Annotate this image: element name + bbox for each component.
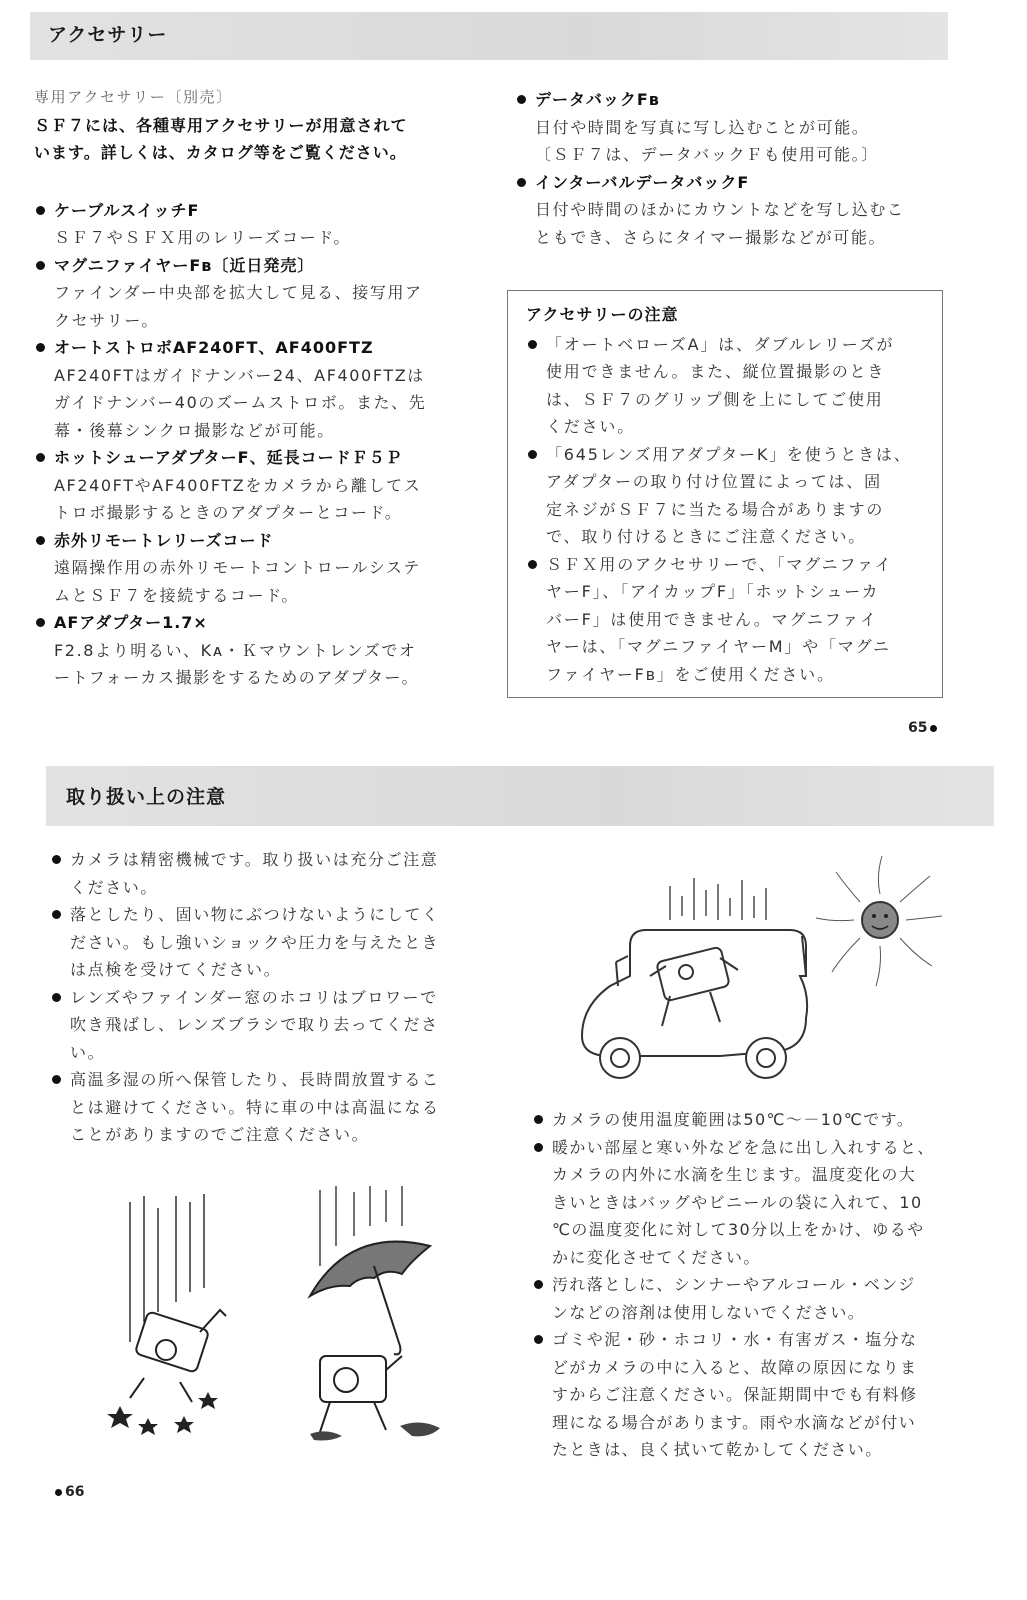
handling-right-line: どがカメラの中に入ると、故障の原因になりま [552,1357,918,1377]
handling-right-column [532,1106,982,1464]
accessory-item-name: ホットシューアダプターF、延長コードＦ５Ｐ [54,448,403,467]
note-line: アダプターの取り付け位置によっては、固 [546,472,882,491]
handling-left-line: ください。 [70,877,159,897]
accessory-right-item-desc: 日付や時間を写真に写し込むことが可能。 [535,117,870,137]
accessory-item-desc: ムとＳＦ７を接続するコード。 [54,585,299,605]
bullet-icon [517,95,526,104]
accessory-item-desc: 幕・後幕シンクロ撮影などが可能。 [54,420,335,440]
note-line: ファイヤーFʙ」をご使用ください。 [546,664,835,684]
accessory-left-column [34,84,474,692]
accessory-item-desc: 遠隔操作用の赤外リモートコントロールシステ [54,558,421,577]
handling-left-line: とは避けてください。特に車の中は高温になる [70,1097,440,1117]
accessory-item-desc: AF240FTはガイドナンバー24、AF400FTZは [54,365,425,385]
bullet-icon [534,1115,543,1124]
note-line: 「オートベローズA」は、ダブルレリーズが [546,334,895,354]
note-line: 定ネジがＳＦ７に当たる場合がありますの [546,499,885,519]
bullet-dot [55,1489,62,1496]
accessory-item-desc: ートフォーカス撮影をするためのアダプター。 [54,668,420,687]
accessory-item-name: ケーブルスイッチF [54,200,200,220]
accessory-item-desc: ガイドナンバー40のズームストロボ。また、先 [54,393,427,412]
note-line: 使用できません。また、縦位置撮影のとき [546,362,886,381]
bullet-icon [52,910,61,919]
umbrella-camera-illustration [290,1186,460,1456]
handling-right-item [532,1134,982,1272]
accessory-item [34,444,474,472]
handling-left-line: は点検を受けてください。 [70,960,282,979]
handling-left-line: い。 [70,1042,106,1062]
accessory-item-name: 赤外リモートレリーズコード [54,530,274,550]
accessory-item [34,334,474,362]
bullet-icon [528,450,537,459]
handling-left-item [50,1066,490,1149]
subheading: 専用アクセサリー〔別売〕 [34,88,233,106]
note-line: ください。 [546,417,636,436]
handling-right-item [532,1326,982,1464]
notes-title: アクセサリーの注意 [526,305,679,324]
bullet-icon [36,343,45,352]
handling-right-line: ゴミや泥・砂・ホコリ・水・有害ガス・塩分な [552,1330,918,1349]
accessory-right-item-desc: 日付や時間のほかにカウントなどを写し込むこ [535,200,905,219]
handling-right-line: カメラの使用温度範囲は50℃〜－10℃です。 [552,1110,915,1129]
accessory-item [34,527,474,555]
note-line: ヤーF」、「アイカップF」「ホットシューカ [546,582,880,601]
note-item [526,331,928,441]
note-line: で、取り付けるときにご注意ください。 [546,527,867,546]
handling-right-item [532,1271,982,1326]
handling-right-line: たときは、良く拭いて乾かしてください。 [552,1440,883,1459]
handling-left-line: 落としたり、固い物にぶつけないようにしてく [70,905,440,924]
intro-line-1: ＳＦ７には、各種専用アクセサリーが用意されて [34,115,408,135]
accessory-right-item [515,86,955,114]
handling-right-line: きいときはバッグやビニールの袋に入れて、10 [552,1192,923,1212]
page-title-2: 取り扱い上の注意 [66,786,227,808]
accessory-item-desc: AF240FTやAF400FTZをカメラから離してス [54,475,422,495]
accessory-right-column [515,86,955,251]
accessory-notes-box [507,290,943,698]
page-number-text: 66 [65,1484,85,1500]
bullet-dot [930,725,937,732]
handling-left-line: レンズやファインダー窓のホコリはブロワーで [70,987,438,1007]
accessory-item-desc: クセサリー。 [54,310,159,330]
accessory-item-desc: トロボ撮影するときのアダプターとコード。 [54,503,403,522]
handling-left-line: ださい。もし強いショックや圧力を与えたとき [70,932,440,952]
handling-right-line: 汚れ落としに、シンナーやアルコール・ベンジ [552,1275,916,1294]
accessory-right-item-desc: 〔ＳＦ７は、データバックＦも使用可能。〕 [535,145,879,164]
handling-left-column [50,846,490,1149]
bullet-icon [36,453,45,462]
handling-right-line: カメラの内外に水滴を生じます。温度変化の大 [552,1165,917,1184]
handling-right-line: ンなどの溶剤は使用しないでください。 [552,1302,866,1322]
note-item [526,441,928,551]
page-number-text: 65 [908,720,928,736]
bullet-icon [36,261,45,270]
bullet-icon [517,178,526,187]
handling-right-line: ℃の温度変化に対して30分以上をかけ、ゆるや [552,1220,925,1239]
accessory-item-desc: ファインダー中央部を拡大して見る、接写用ア [54,283,423,302]
bullet-icon [528,340,537,349]
accessory-item [34,197,474,225]
dropped-camera-illustration [100,1192,270,1452]
note-item [526,551,928,689]
page-title: アクセサリー [48,24,168,46]
page-number-65 [908,720,940,736]
handling-right-line: すからご注意ください。保証期間中でも有料修 [552,1385,918,1404]
bullet-icon [36,206,45,215]
section-header-bar [30,12,948,60]
accessory-item-name: オートストロボAF240FT、AF400FTZ [54,338,374,357]
bullet-icon [36,618,45,627]
accessory-right-item [515,169,955,197]
handling-right-line: 理になる場合があります。雨や水滴などが付い [552,1412,917,1432]
accessory-right-item-name: データバックFʙ [535,90,660,109]
handling-left-line: 高温多湿の所へ保管したり、長時間放置するこ [70,1070,440,1089]
accessory-item [34,252,474,280]
note-line: は、ＳＦ７のグリップ側を上にしてご使用 [546,389,884,409]
accessory-item [34,609,474,637]
handling-right-line: かに変化させてください。 [552,1247,761,1267]
hot-car-illustration [570,846,950,1096]
page-number-66 [52,1484,84,1500]
bullet-icon [534,1335,543,1344]
accessory-right-item-desc: ともでき、さらにタイマー撮影などが可能。 [535,227,887,247]
accessory-right-item-name: インターバルデータバックF [535,172,750,192]
handling-left-line: ことがありますのでご注意ください。 [70,1125,370,1144]
handling-left-line: 吹き飛ばし、レンズブラシで取り去ってくださ [70,1015,439,1034]
accessory-item-desc: ＳＦ７やＳＦＸ用のレリーズコード。 [54,228,351,247]
accessory-item-desc: F2.8より明るい、Kᴀ・Ｋマウントレンズでオ [54,640,417,660]
handling-left-line: カメラは精密機械です。取り扱いは充分ご注意 [70,850,439,869]
note-line: ヤーは、「マグニファイヤーM」や「マグニ [546,637,891,656]
bullet-icon [52,855,61,864]
bullet-icon [52,1075,61,1084]
bullet-icon [528,560,537,569]
bullet-icon [534,1280,543,1289]
accessory-item-name: AFアダプター1.7× [54,613,208,632]
bullet-icon [52,993,61,1002]
handling-right-line: 暖かい部屋と寒い外などを急に出し入れすると、 [552,1137,935,1157]
handling-right-item [532,1106,982,1134]
note-line: 「645レンズ用アダプターK」を使うときは、 [546,444,912,464]
accessory-item-name: マグニファイヤーFʙ〔近日発売〕 [54,255,315,275]
handling-left-item [50,846,490,901]
bullet-icon [36,536,45,545]
bullet-icon [534,1143,543,1152]
handling-left-item [50,984,490,1067]
intro-line-2: います。詳しくは、カタログ等をご覧ください。 [34,143,407,162]
note-line: バーF」は使用できません。マグニファイ [546,609,878,629]
note-line: ＳＦＸ用のアクセサリーで、「マグニファイ [546,554,893,574]
handling-left-item [50,901,490,984]
